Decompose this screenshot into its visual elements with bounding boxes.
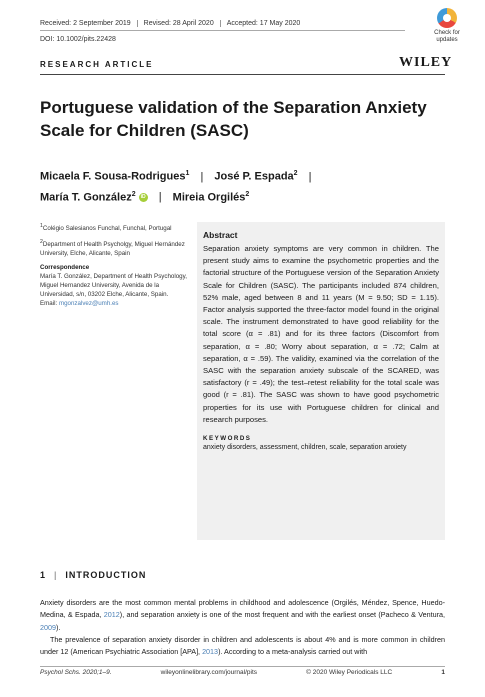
section-divider bbox=[40, 74, 445, 75]
author-name: Micaela F. Sousa-Rodrigues bbox=[40, 170, 186, 183]
copyright: © 2020 Wiley Periodicals LLC bbox=[306, 669, 393, 676]
author-name: José P. Espada bbox=[214, 170, 294, 183]
section-label: RESEARCH ARTICLE bbox=[40, 60, 154, 69]
correspondence-address: María T. González, Department of Health Psychology, Miguel Hernandez University, Avenida de la Universidad, s/n, 03202 Elche, Alicante, Spain. bbox=[40, 273, 187, 299]
author-affiliation-sup: 2 bbox=[245, 190, 250, 198]
keywords: anxiety disorders, assessment, children, scale, separation anxiety bbox=[203, 444, 407, 452]
intro-paragraph-2: The prevalence of separation anxiety disorder in children and adolescents is about 4% and is more common in children under 12 (American Psychiatric Association [APA], 2013). According to a meta-analysis carried out with bbox=[40, 635, 445, 657]
check-updates-label-2: updates bbox=[436, 37, 458, 43]
check-updates-icon bbox=[437, 8, 457, 28]
received-date: Received: 2 September 2019 bbox=[40, 20, 131, 27]
journal-citation: Psychol Schs. 2020;1–9. bbox=[40, 669, 112, 676]
footer-divider bbox=[40, 666, 445, 667]
section-title: INTRODUCTION bbox=[65, 570, 147, 580]
revised-date: Revised: 28 April 2020 bbox=[137, 20, 220, 27]
intro-paragraph-1: Anxiety disorders are the most common mental problems in childhood and adolescence (Orgilés, Méndez, Spence, Huedo-Medina, & Espada, 2012), and separation anxiety is one of the most frequent and with the earliest onset (Pacheco & Ventura, 2009). bbox=[40, 598, 445, 632]
correspondence bbox=[40, 263, 190, 308]
email-label: Email: bbox=[40, 300, 58, 308]
doi[interactable]: DOI: 10.1002/pits.22428 bbox=[40, 36, 116, 43]
author-name: Mireia Orgilés bbox=[172, 191, 246, 204]
author-affiliation-sup: 2 bbox=[293, 170, 298, 177]
correspondence-heading: Correspondence bbox=[40, 264, 90, 272]
citation-link[interactable]: 2013 bbox=[202, 647, 219, 657]
author-name: María T. González bbox=[40, 191, 132, 204]
page-footer bbox=[40, 669, 445, 676]
publisher-logo: WILEY bbox=[399, 55, 453, 70]
page-number: 1 bbox=[441, 669, 445, 676]
abstract-heading: Abstract bbox=[203, 230, 238, 240]
check-for-updates-button[interactable] bbox=[423, 8, 471, 44]
citation-link[interactable]: 2009 bbox=[40, 622, 56, 632]
accepted-date: Accepted: 17 May 2020 bbox=[220, 20, 307, 27]
author-separator: | bbox=[308, 170, 312, 183]
article-dates bbox=[40, 20, 306, 27]
author-affiliation-sup: 2 bbox=[131, 190, 136, 198]
orcid-icon[interactable]: iD bbox=[140, 193, 146, 200]
introduction-heading bbox=[40, 570, 146, 580]
email-link[interactable]: mgonzalvez@umh.es bbox=[58, 300, 119, 308]
abstract-text: Separation anxiety symptoms are very common in children. The present study aims to examine the psychometric properties and the factorial structure of the Portuguese version of the Separation Anxiety Scale for Children (SASC). The participants included 874 children, 52% male, aged between 8 and 11 years (M = 9.50; SD = 1.15). Factor analysis supported the three-factor model found in the original scale. The instrument demonstrated to have good reliability for the total score (α = .81) and for its three factors (Discomfort from separation, α = .80; Worry about separation, α = .72; Calm at separation, α = .59). The validity, examined via the correlation of the SASC with the separation anxiety subscale of the SCARED, was satisfactory (r = .49); the test–retest reliability for the total scale was good (r = .81). The SASC was shown to have good psychometric properties for its use with Portuguese children for clinical and research purposes. bbox=[203, 244, 439, 424]
article-title: Portuguese validation of the Separation Anxiety Scale for Children (SASC) bbox=[40, 98, 427, 140]
abstract-box bbox=[197, 222, 445, 540]
journal-url[interactable]: wileyonlinelibrary.com/journal/pits bbox=[160, 669, 258, 676]
citation-link[interactable]: 2012 bbox=[103, 610, 120, 620]
author-list bbox=[40, 165, 440, 206]
affiliation-2: $^2$Department of Health Psycholgy, Miguel Hernández University, Elche, Alicante, Spain bbox=[40, 239, 185, 258]
author-separator: | bbox=[200, 170, 204, 183]
header-divider bbox=[40, 30, 405, 31]
author-affiliation-sup: 1 bbox=[185, 170, 190, 177]
affiliations bbox=[40, 222, 190, 313]
section-number: 1 bbox=[40, 570, 47, 580]
affiliation-1: $^1$Colégio Salesianos Funchal, Funchal, Portugal bbox=[40, 223, 172, 233]
author-separator: | bbox=[158, 191, 162, 204]
check-updates-label-1: Check for bbox=[434, 30, 460, 36]
keywords-heading: KEYWORDS bbox=[203, 435, 252, 443]
heading-separator: | bbox=[54, 570, 58, 580]
